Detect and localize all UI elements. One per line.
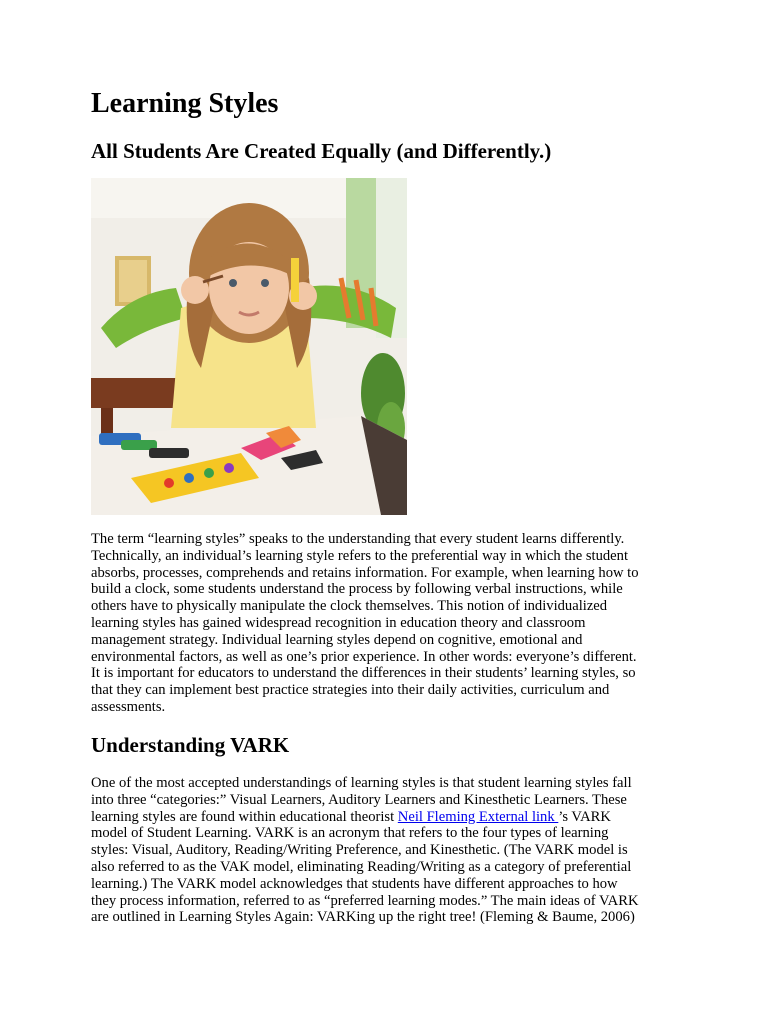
paragraph-line: Technically, an individual’s learning style refers to the preferential way in which the student: [91, 547, 629, 564]
paragraph-line: styles: Visual, Auditory, Reading/Writing Preference, and Kinesthetic. (The VARK model is: [91, 842, 628, 859]
paragraph-line: The term “learning styles” speaks to the understanding that every student learns differently.: [91, 531, 625, 547]
paragraph-line: into three “categories:” Visual Learners, Auditory Learners and Kinesthetic Learners. These: [91, 791, 627, 808]
paragraph-line: learning.) The VARK model acknowledges that students have different approaches to how: [91, 875, 618, 892]
paragraph-line: others have to physically manipulate the clock themselves. This notion of individualized: [91, 598, 608, 615]
paragraph-line: they process information, referred to as “preferred learning modes.” The main ideas of VARK: [91, 892, 639, 909]
paragraph-line: absorbs, processes, comprehends and retains information. For example, when learning how to: [91, 564, 639, 581]
paragraph-line: also referred to as the VAK model, eliminating Reading/Writing as a category of preferential: [91, 858, 632, 875]
paragraph-line: One of the most accepted understandings of learning styles is that student learning styles fall: [91, 775, 632, 791]
intro-paragraph: [91, 531, 681, 716]
neil-fleming-link[interactable]: Neil Fleming External link: [397, 808, 559, 825]
paragraph-line: are outlined in Learning Styles Again: VARKing up the right tree! (Fleming & Baume, 2006): [91, 909, 635, 926]
child-painting-photo: [91, 178, 407, 515]
paragraph-line: assessments.: [91, 698, 166, 715]
paragraph-line: management strategy. Individual learning styles depend on cognitive, emotional and: [91, 631, 583, 648]
line-text-after-link: ’s VARK: [558, 808, 611, 825]
paragraph-line: It is important for educators to understand the differences in their students’ learning styles, so: [91, 665, 636, 682]
paragraph-line-with-link: [91, 809, 681, 826]
paragraph-line: environmental factors, as well as one’s prior experience. In other words: everyone’s different.: [91, 648, 637, 665]
paragraph-line: learning styles has gained widespread recognition in education theory and classroom: [91, 614, 586, 631]
vark-paragraph: [91, 775, 681, 926]
section-heading-vark: Understanding VARK: [91, 733, 290, 757]
paragraph-line: build a clock, some students understand the process by following verbal instructions, while: [91, 581, 623, 598]
paragraph-line: that they can implement best practice strategies into their daily activities, curriculum and: [91, 682, 610, 699]
page-title: Learning Styles: [91, 88, 279, 119]
line-text-before-link: learning styles are found within educational theorist: [91, 808, 398, 825]
page-subtitle: All Students Are Created Equally (and Differently.): [91, 139, 552, 163]
paragraph-line: model of Student Learning. VARK is an acronym that refers to the four types of learning: [91, 825, 609, 842]
